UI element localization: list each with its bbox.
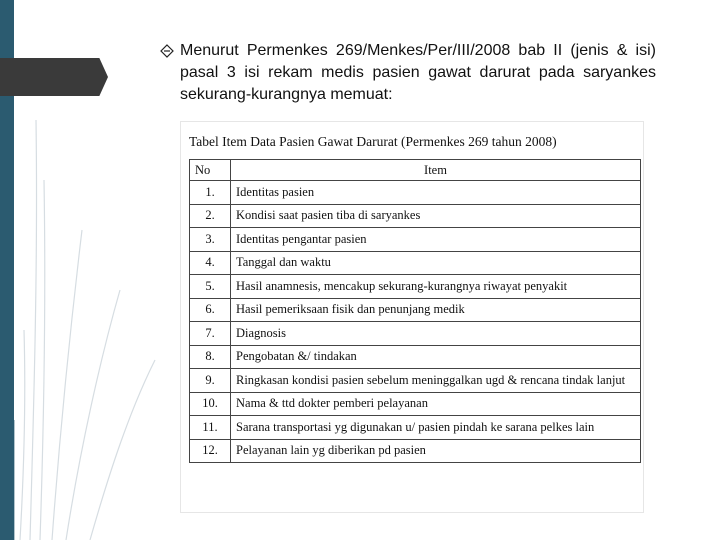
bullet-paragraph — [160, 40, 660, 106]
row-item: Ringkasan kondisi pasien sebelum meninggalkan ugd & rencana tindak lanjut — [231, 369, 641, 393]
diamond-outline-icon — [160, 40, 180, 64]
row-number: 8. — [190, 345, 231, 369]
table-row — [190, 369, 641, 393]
row-item: Tanggal dan waktu — [231, 251, 641, 275]
row-item: Identitas pengantar pasien — [231, 228, 641, 252]
table-row — [190, 345, 641, 369]
row-number: 1. — [190, 181, 231, 205]
table-row — [190, 439, 641, 463]
row-number: 11. — [190, 416, 231, 440]
row-number: 12. — [190, 439, 231, 463]
row-number: 7. — [190, 322, 231, 346]
header-item: Item — [231, 160, 641, 181]
row-item: Pengobatan &/ tindakan — [231, 345, 641, 369]
row-number: 5. — [190, 275, 231, 299]
bullet-text: Menurut Permenkes 269/Menkes/Per/III/2008 bab II (jenis & isi) pasal 3 isi rekam medis pasien gawat darurat pada saryankes sekurang-kurangnya memuat: — [180, 42, 656, 103]
row-item: Kondisi saat pasien tiba di saryankes — [231, 204, 641, 228]
header-no: No — [190, 160, 231, 181]
row-number: 10. — [190, 392, 231, 416]
items-table — [189, 159, 641, 463]
table-row — [190, 228, 641, 252]
row-item: Hasil pemeriksaan fisik dan penunjang medik — [231, 298, 641, 322]
row-item: Sarana transportasi yg digunakan u/ pasien pindah ke sarana pelkes lain — [231, 416, 641, 440]
row-number: 4. — [190, 251, 231, 275]
row-item: Hasil anamnesis, mencakup sekurang-kurangnya riwayat penyakit — [231, 275, 641, 299]
row-item: Nama & ttd dokter pemberi pelayanan — [231, 392, 641, 416]
table-row — [190, 275, 641, 299]
row-number: 6. — [190, 298, 231, 322]
table-row — [190, 392, 641, 416]
row-number: 2. — [190, 204, 231, 228]
table-row — [190, 416, 641, 440]
table-row — [190, 181, 641, 205]
row-item: Identitas pasien — [231, 181, 641, 205]
row-item: Diagnosis — [231, 322, 641, 346]
row-item: Pelayanan lain yg diberikan pd pasien — [231, 439, 641, 463]
row-number: 3. — [190, 228, 231, 252]
table-caption: Tabel Item Data Pasien Gawat Darurat (Permenkes 269 tahun 2008) — [189, 134, 557, 149]
table-row — [190, 204, 641, 228]
table-row — [190, 322, 641, 346]
table-header-row — [190, 160, 641, 181]
row-number: 9. — [190, 369, 231, 393]
table-row — [190, 298, 641, 322]
item-table-figure — [181, 122, 643, 512]
table-row — [190, 251, 641, 275]
